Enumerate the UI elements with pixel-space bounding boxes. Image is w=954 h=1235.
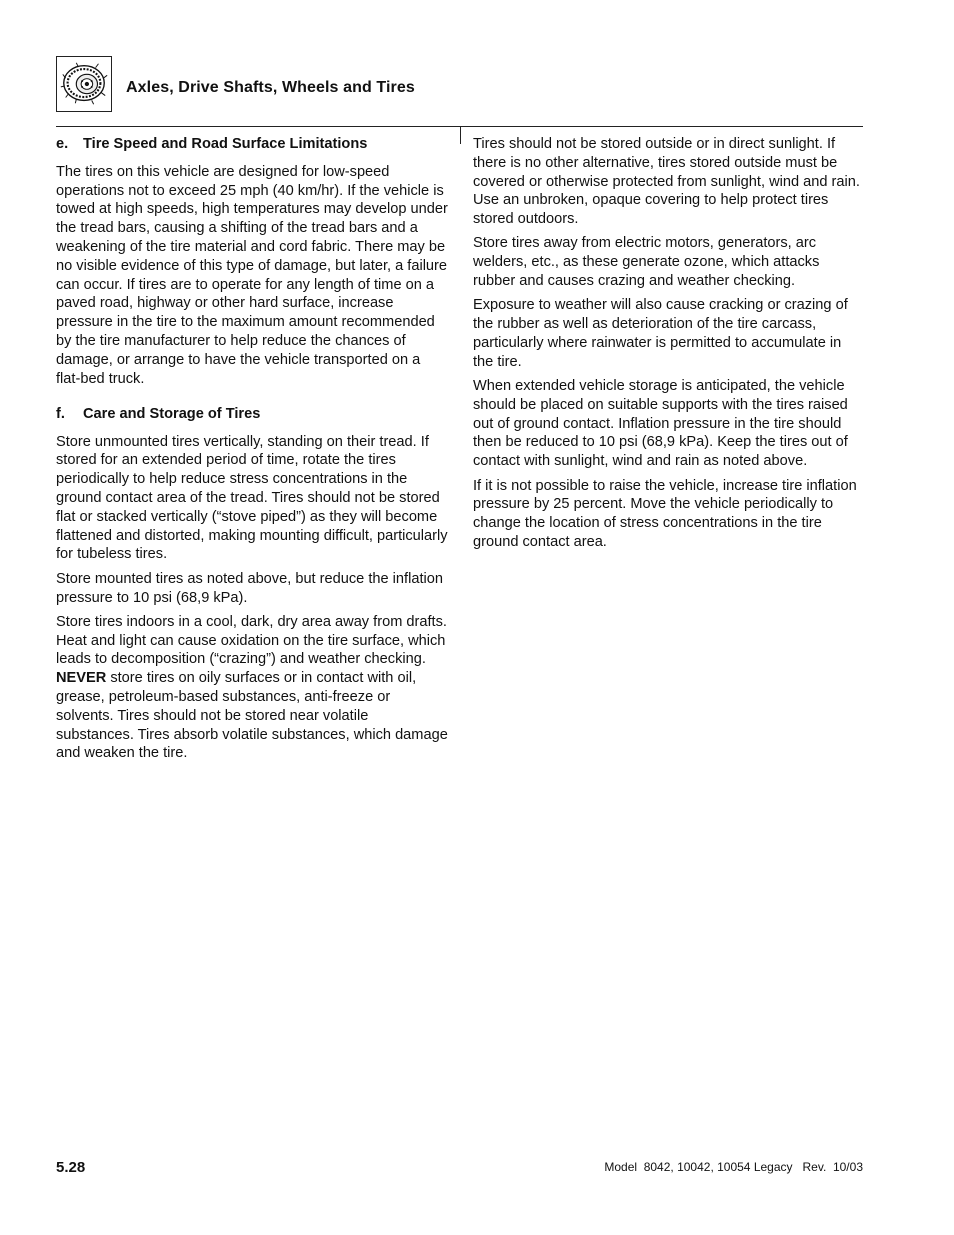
paragraph: Exposure to weather will also cause cracking or crazing of the rubber as well as deterioration of the tire carcass, particularly where rainwater is permitted to accumulate in the tire. bbox=[473, 297, 848, 370]
section-heading-e bbox=[56, 135, 448, 154]
right-column bbox=[473, 135, 865, 557]
paragraph: The tires on this vehicle are designed for low-speed operations not to exceed 25 mph (40 km/hr). If the vehicle is towed at high speeds, high temperatures may develop under the tread bars, causing a shifting of the tread bars and a weakening of the tire material and cord fabric. There may be no visible evidence of this type of damage, but later, a failure can occur. If tires are to operate for any length of time on a paved road, highway or other hard surface, increase pressure in the tire to the maximum amount recommended by the tire manufacturer to help reduce the chances of damage, or arrange to have the vehicle transported on a flat-bed truck. bbox=[56, 163, 448, 387]
paragraph bbox=[56, 613, 448, 763]
paragraph: If it is not possible to raise the vehicle, increase tire inflation pressure by 25 percent. Move the vehicle periodically to change the location of stress concentrations in the tire ground contact area. bbox=[473, 477, 857, 550]
section-letter: e. bbox=[56, 136, 69, 152]
logo-box bbox=[56, 56, 112, 112]
paragraph-text: Store tires indoors in a cool, dark, dry area away from drafts. Heat and light can cause oxidation on the tire surface, which leads to decomposition (“crazing”) and weather checking. bbox=[56, 613, 447, 668]
paragraph: Store tires away from electric motors, generators, arc welders, etc., as these generate ozone, which attacks rubber and causes crazing and weather checking. bbox=[473, 235, 820, 290]
section-heading-f bbox=[56, 405, 448, 424]
paragraph: Tires should not be stored outside or in direct sunlight. If there is no other alternative, tires stored outside must be covered or otherwise protected from sunlight, wind and rain. Use an unbroken, opaque covering to help protect tires stored outdoors. bbox=[473, 136, 860, 228]
tire-icon bbox=[57, 57, 111, 111]
paragraph: Store mounted tires as noted above, but reduce the inflation pressure to 10 psi (68,9 kPa). bbox=[56, 570, 443, 606]
section-heading-text: Tire Speed and Road Surface Limitations bbox=[83, 136, 368, 152]
warning-emphasis: NEVER bbox=[56, 670, 107, 687]
model-revision: Model 8042, 10042, 10054 Legacy Rev. 10/03 bbox=[604, 1160, 863, 1174]
column-divider bbox=[460, 126, 461, 144]
section-heading-text: Care and Storage of Tires bbox=[83, 405, 261, 422]
section-letter: f. bbox=[56, 405, 65, 422]
paragraph: When extended vehicle storage is anticipated, the vehicle should be placed on suitable supports with the tires raised out of ground contact. Inflation pressure in the tire should then be reduced to 10 psi (68,9 kPa). Keep the tires out of contact with sunlight, wind and rain as noted above. bbox=[473, 378, 848, 470]
page-title: Axles, Drive Shafts, Wheels and Tires bbox=[126, 79, 415, 96]
paragraph-text: store tires on oily surfaces or in contact with oil, grease, petroleum-based substances, anti-freeze or solvents. Tires should not be stored near volatile substances. Tires absorb volatile substances, which damage and weaken the tire. bbox=[56, 670, 448, 762]
paragraph: Store unmounted tires vertically, standing on their tread. If stored for an extended period of time, rotate the tires periodically to help reduce stress concentrations in the ground contact area of the tread. Tires should not be stored flat or stacked vertically (“stove piped”) as they will become flattened and distorted, making mounting difficult, particularly for tubeless tires. bbox=[56, 433, 448, 563]
page-number: 5.28 bbox=[56, 1159, 86, 1176]
left-column bbox=[56, 135, 448, 769]
